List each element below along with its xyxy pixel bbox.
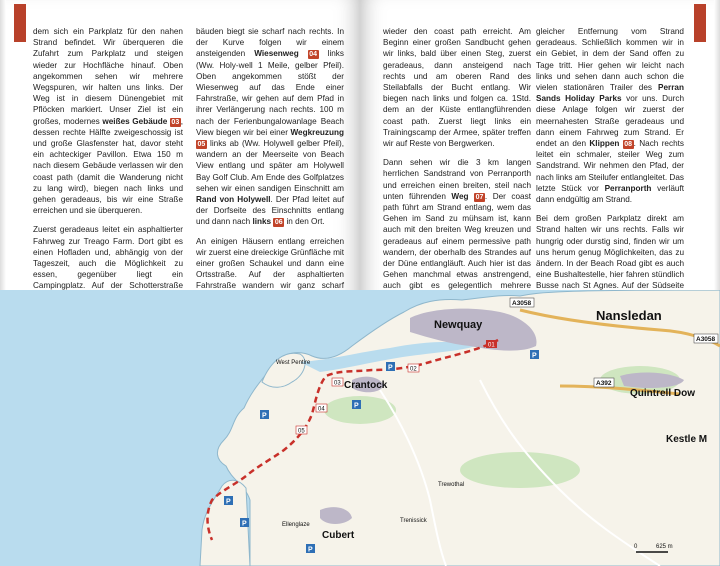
place-label: West Pentire <box>276 360 311 366</box>
svg-text:P: P <box>308 546 313 554</box>
waypoint-badge: 04 <box>309 51 318 59</box>
place-label: Newquay <box>434 319 483 331</box>
svg-text:P: P <box>242 520 247 528</box>
waypoint-label: 05 <box>298 428 305 435</box>
waypoint-label: 04 <box>318 406 325 413</box>
svg-text:P: P <box>226 498 231 506</box>
waypoint-label: 03 <box>334 380 341 387</box>
waypoint-label: 01 <box>488 342 495 349</box>
place-label: Nansledan <box>596 308 662 323</box>
svg-text:P: P <box>262 412 267 420</box>
place-label: Crantock <box>344 380 388 391</box>
text-column-3 <box>383 26 531 311</box>
road-shield-label: A3058 <box>512 300 532 307</box>
paragraph: An einigen Häusern entlang erreichen wir zuerst eine dreieckige Grünfläche mit einer großen Schaukel und dann eine Ortsstraße. Auf der asphaltierten Fahrstraße wandern wir ganz scharf <box>196 236 344 291</box>
place-label: Kestle M <box>666 434 708 445</box>
road-shield-label: A3058 <box>696 336 716 343</box>
paragraph: gleicher Entfernung vom Strand geradeaus. Schließlich kommen wir in ein Gebiet, in dem der Sand offen zu Tage tritt. Hier gehen wir leicht nach links und sehen dann auch schon die vielen stationären Trailer des Perran Sands Holiday Parks vor uns. Durch diese Anlage folgen wir zuerst der meernahesten Straße geradeaus und dann einem Fahrweg zum Strand. Er endet an den Klippen 08 . Nach rechts leitet ein schmaler, steiler Weg zum Sandstrand. Wir nehmen den Pfad, der nach links am Steilufer entlangleitet. Das letzte Stück vor Perranporth verläuft dann endgültig am Strand. <box>536 27 685 205</box>
svg-text:P: P <box>532 352 537 360</box>
waypoint-badge: 07 <box>475 193 484 201</box>
paragraph: Dann sehen wir die 3 km langen herrlichen Sandstrand von Perranporth und erreichen einen breiten, steil nach unten führenden Weg 07 . Der coast path führt am Strand entlang, wem das Gehen im Sand zu mühsam ist, kann auch mit den breiten Weg kreuzen und geradeaus auf einem permessive path wandern, der oberhalb des Strandes auf der Düne entlangläuft. Auch hier ist das Gehen manchmal etwas anstrengend, auch gibt es gelegentlich mehrere <box>383 158 531 291</box>
text-column-1 <box>33 26 183 311</box>
place-label: Trenissick <box>400 518 427 524</box>
svg-text:P: P <box>388 364 393 372</box>
forest-patch <box>460 452 580 488</box>
paragraph: bäuden biegt sie scharf nach rechts. In der Kurve folgen wir einem ansteigenden Wiesenweg 04 links (Ww. Holy-well 1 Meile, gelber Pfeil). Oben angekommen stößt der Wiesenweg auf das Ende einer Fahrstraße, wir gehen auf dem Pfad in ihrer Verlängerung nach rechts. 100 m nach der Ferienbungalowanlage Beach View biegen wir bei einer Wegkreuzung 05 links ab (Ww. Holywell gelber Pfeil), wandern an der Meerseite von Beach View entlang und später am Holywell Bay Golf Club. Am Ende des Golfplatzes sehen wir einen sandigen Einschnitt am Rand von Holywell. Der Pfad leitet auf der Dorfseite des Einschnitts entlang und dann nach links 06 in den Ort. <box>196 27 344 227</box>
place-label: Ellenglaze <box>282 522 310 528</box>
place-label: Trewothal <box>438 482 465 488</box>
waypoint-badge: 03 <box>171 118 180 126</box>
waypoint-label: 02 <box>410 366 417 373</box>
road-shield-label: A392 <box>596 380 612 387</box>
chapter-tab-right <box>694 4 706 42</box>
waypoint-badge: 05 <box>197 141 206 149</box>
paragraph: dem sich ein Parkplatz für den nahen Strand befindet. Wir überqueren die Zufahrt zum Parkplatz und steigen wieder zur Hochfläche hinauf. Oben angekommen sehen wir mehrere Wegspuren, wir halten uns links. Der Weg ist in diesem Dünengebiet mit Pflöcken markiert. Unser Ziel ist ein großes, modernes weißes Gebäude 03 , dessen rechte Hälfte zweigeschossig ist und große Glasfenster hat, davor steht ein achteckiger Pavillon. Etwa 150 m nach diesem Gebäude verlassen wir den coast path (damit die Wanderung nicht zu lang wird), biegen nach links und gehen geradeaus, bis wir eine Straße erreichen und sie überqueren. <box>33 27 183 216</box>
scale-distance: 625 m <box>656 544 673 550</box>
scale-zero: 0 <box>634 544 638 550</box>
text-column-4 <box>536 26 684 322</box>
paragraph: wieder den coast path erreicht. Am Beginn einer großen Sandbucht gehen wir links, bald über einen Steg, zuerst geradeaus, dann ansteigend nach rechts und am oberen Rand des Steilabfalls der Bucht entlang. Wir biegen nach links und folgen ca. 1Std. dem an der Küste entlangführenden coast path. Zuerst liegt links ein Trainingscamp der Armee, später treffen wir auf Reste von Bergwerken. <box>383 27 531 149</box>
waypoint-badge: 06 <box>274 219 283 227</box>
svg-text:P: P <box>354 402 359 410</box>
map-svg <box>0 290 720 566</box>
paragraph: Zuerst geradeaus leitet ein asphaltierter Fahrweg zur Treago Farm. Dort gibt es einen Hofladen und, abhängig von der Tageszeit, auch die Möglichkeit zu essen, gegenüber liegt ein Campingplatz. Auf der Schotterstraße <box>33 225 183 291</box>
chapter-tab-left <box>14 4 26 42</box>
text-column-2 <box>196 26 344 311</box>
place-label: Cubert <box>322 530 355 541</box>
place-label: Quintrell Dow <box>630 388 695 399</box>
paragraph: Bei dem großen Parkplatz direkt am Strand halten wir uns rechts. Falls wir hungrig oder durstig sind, finden wir um uns herum genug Möglichkeiten, das zu ändern. In der Beach Road gibt es auch eine Bushaltestelle, hier fahren stündlich Busse nach St Agnes. Auf der Südseite <box>536 214 684 291</box>
waypoint-badge: 08 <box>624 141 633 149</box>
route-map <box>0 290 720 566</box>
